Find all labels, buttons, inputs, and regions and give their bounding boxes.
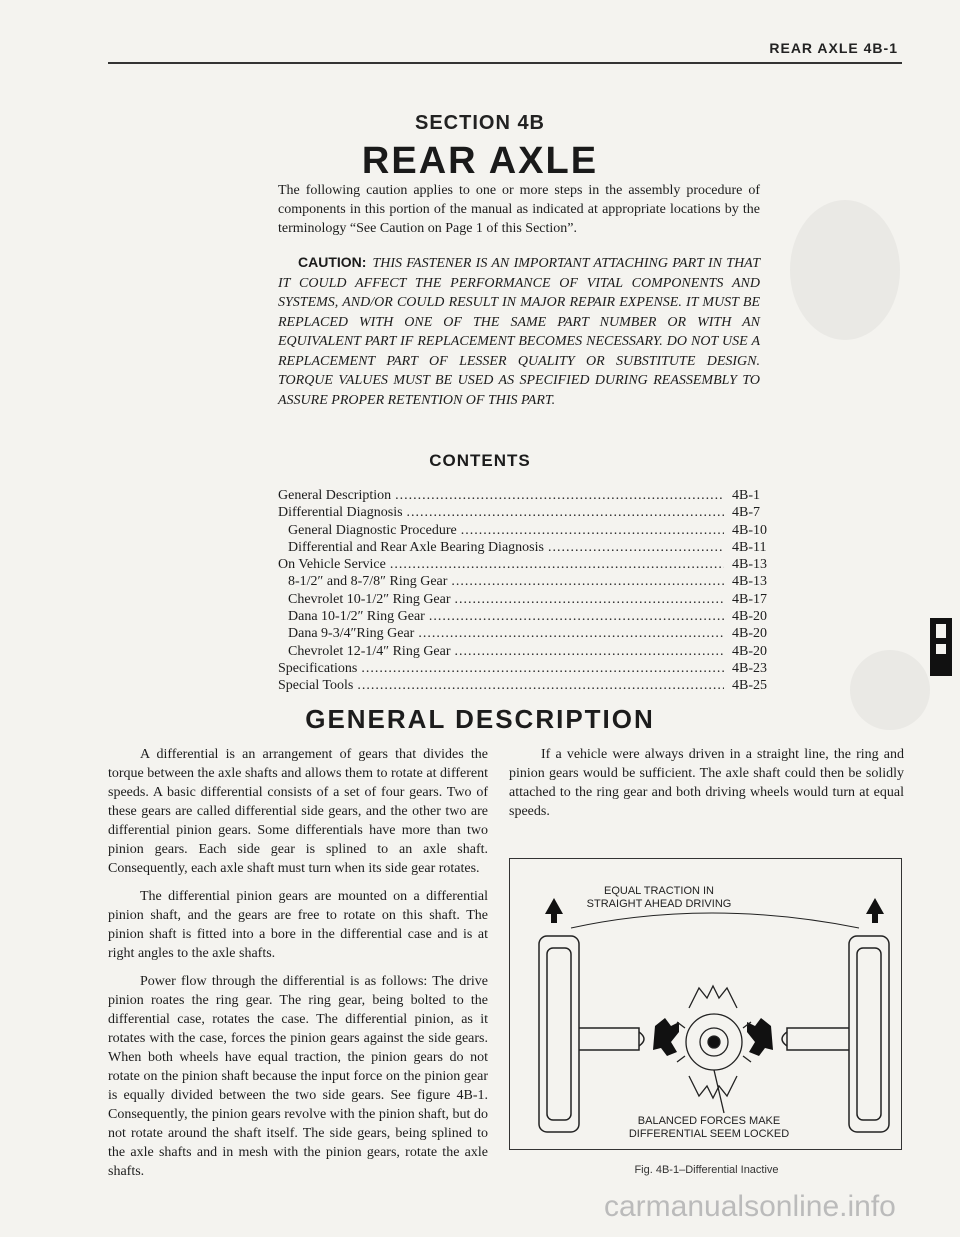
toc-item-page: 4B-20 [732, 609, 767, 625]
differential-diagram [509, 858, 904, 1153]
toc-item-title: Chevrolet 10-1/2″ Ring Gear [288, 591, 451, 607]
body-paragraph: If a vehicle were always driven in a straight line, the ring and pinion gears would be sufficient. The axle shaft could then be solidly attached to the ring gear and both driving wheels would turn at equal speeds. [509, 747, 904, 819]
left-arrow-icon [545, 898, 563, 923]
toc-item-page: 4B-11 [732, 539, 767, 555]
left-column [108, 745, 488, 1190]
toc-item[interactable] [278, 643, 768, 660]
right-column [509, 745, 904, 830]
toc-leader [357, 677, 724, 694]
toc-item-page: 4B-10 [732, 522, 767, 538]
figure-top-label-1: EQUAL TRACTION IN [603, 885, 715, 897]
toc-item-page: 4B-20 [732, 626, 767, 642]
toc-item-page: 4B-23 [732, 660, 767, 676]
table-of-contents [278, 487, 768, 695]
toc-leader [407, 504, 724, 521]
toc-leader [455, 591, 724, 608]
toc-item[interactable] [278, 504, 768, 521]
toc-leader [429, 608, 724, 625]
toc-item-title: Specifications [278, 660, 358, 676]
thumb-index-tab [930, 618, 952, 676]
toc-leader [418, 625, 724, 642]
toc-leader [548, 539, 724, 556]
figure-bottom-label-2: DIFFERENTIAL SEEM LOCKED [628, 1128, 790, 1140]
toc-item[interactable] [278, 677, 768, 694]
leader-line [571, 913, 859, 928]
caution-label: CAUTION: [298, 254, 367, 270]
toc-item-title: Differential and Rear Axle Bearing Diagnosis [288, 539, 544, 555]
toc-item-page: 4B-20 [732, 643, 767, 659]
intro-paragraph: The following caution applies to one or more steps in the assembly procedure of components in this portion of the manual as indicated at appropriate locations by the terminology “See Caution on Page 1 of this Section”. [278, 183, 760, 236]
caution-block [278, 253, 760, 410]
running-header: REAR AXLE 4B-1 [769, 40, 898, 56]
toc-item-title: Dana 9-3/4″Ring Gear [288, 626, 415, 642]
toc-item-title: General Diagnostic Procedure [288, 522, 457, 538]
toc-item-title: On Vehicle Service [278, 557, 386, 573]
toc-item[interactable] [278, 556, 768, 573]
body-paragraph: The differential pinion gears are mounted on a differential pinion shaft, and the gears are free to rotate on this shaft. The pinion shaft is fitted into a bore in the differential case and is at right angles to the axle shafts. [108, 889, 488, 961]
page-title: REAR AXLE [361, 140, 599, 182]
toc-item[interactable] [278, 522, 768, 539]
toc-leader [461, 522, 724, 539]
toc-item-title: General Description [278, 488, 392, 503]
toc-item-page: 4B-1 [732, 488, 760, 503]
toc-item-page: 4B-13 [732, 557, 767, 573]
toc-leader [395, 487, 724, 504]
body-paragraph: A differential is an arrangement of gears that divides the torque between the axle shafts and allows them to rotate at different speeds. A basic differential consists of a set of four gears. Two of these gears are called differential side gears, and the other two are differential pinion gears. Some differentials have more than two pinion gears. Each side gear is splined to an axle shaft. Consequently, each axle shaft must turn when its side gear rotates. [108, 747, 488, 876]
header-rule [108, 62, 902, 64]
toc-item-page: 4B-17 [732, 591, 767, 607]
contents-heading: CONTENTS [429, 451, 531, 470]
toc-item[interactable] [278, 660, 768, 677]
right-wheel [849, 936, 889, 1132]
general-description-heading: GENERAL DESCRIPTION [305, 704, 655, 734]
toc-item-page: 4B-25 [732, 678, 767, 694]
toc-item-title: Special Tools [278, 678, 354, 694]
toc-item[interactable] [278, 573, 768, 590]
toc-item-title: Differential Diagnosis [278, 505, 403, 521]
toc-item-page: 4B-7 [732, 505, 760, 521]
toc-leader [455, 643, 724, 660]
watermark: carmanualsonline.info [604, 1190, 896, 1223]
caution-text: THIS FASTENER IS AN IMPORTANT ATTACHING PART IN THAT IT COULD AFFECT THE PERFORMANCE OF VITAL COMPONENTS AND SYSTEMS, AND/OR COULD RESULT IN MAJOR REPAIR EXPENSE. IT MUST BE REPLACED WITH ONE OF THE SAME PART NUMBER OR WITH AN EQUIVALENT PART IF REPLACEMENT BECOMES NECESSARY. DO NOT USE A REPLACEMENT PART OF LESSER QUALITY OR SUBSTITUTE DESIGN. TORQUE VALUES MUST BE USED AS SPECIFIED DURING REASSEMBLY TO ASSURE PROPER RETENTION OF THIS PART. [278, 256, 760, 408]
toc-item[interactable] [278, 539, 768, 556]
toc-item-title: Dana 10-1/2″ Ring Gear [288, 609, 425, 625]
toc-item-title: Chevrolet 12-1/4″ Ring Gear [288, 643, 451, 659]
figure-bottom-label-1: BALANCED FORCES MAKE [637, 1115, 781, 1127]
toc-item[interactable] [278, 487, 768, 504]
toc-item[interactable] [278, 591, 768, 608]
toc-leader [361, 660, 724, 677]
toc-leader [390, 556, 724, 573]
ring-gear [677, 986, 751, 1113]
scan-smudge [850, 650, 930, 730]
toc-item[interactable] [278, 625, 768, 642]
figure-caption: Fig. 4B-1–Differential Inactive [634, 1164, 779, 1176]
toc-item[interactable] [278, 608, 768, 625]
toc-leader [451, 573, 724, 590]
scan-smudge [790, 200, 900, 340]
right-arrow-icon [866, 898, 884, 923]
toc-item-title: 8-1/2″ and 8-7/8″ Ring Gear [288, 574, 448, 590]
section-label: SECTION 4B [414, 112, 546, 134]
figure-top-label-2: STRAIGHT AHEAD DRIVING [586, 898, 732, 910]
body-paragraph: Power flow through the differential is as follows: The drive pinion roates the ring gear. The ring gear, being bolted to the differential case, rotates the case. The differential pinion, as it rotates with the case, forces the pinion gears against the side gears. When both wheels have equal traction, the pinion gears do not rotate on the pinion shaft because the input force on the pinion gear is equally divided between the two side gears. See figure 4B-1. Consequently, the pinion gears revolve with the pinion shaft, but do not rotate around the shaft itself. The side gears, being splined to the axle shafts and in mesh with the pinion gears, rotate the axle shafts. [108, 974, 488, 1179]
left-wheel [539, 936, 579, 1132]
toc-item-page: 4B-13 [732, 574, 767, 590]
